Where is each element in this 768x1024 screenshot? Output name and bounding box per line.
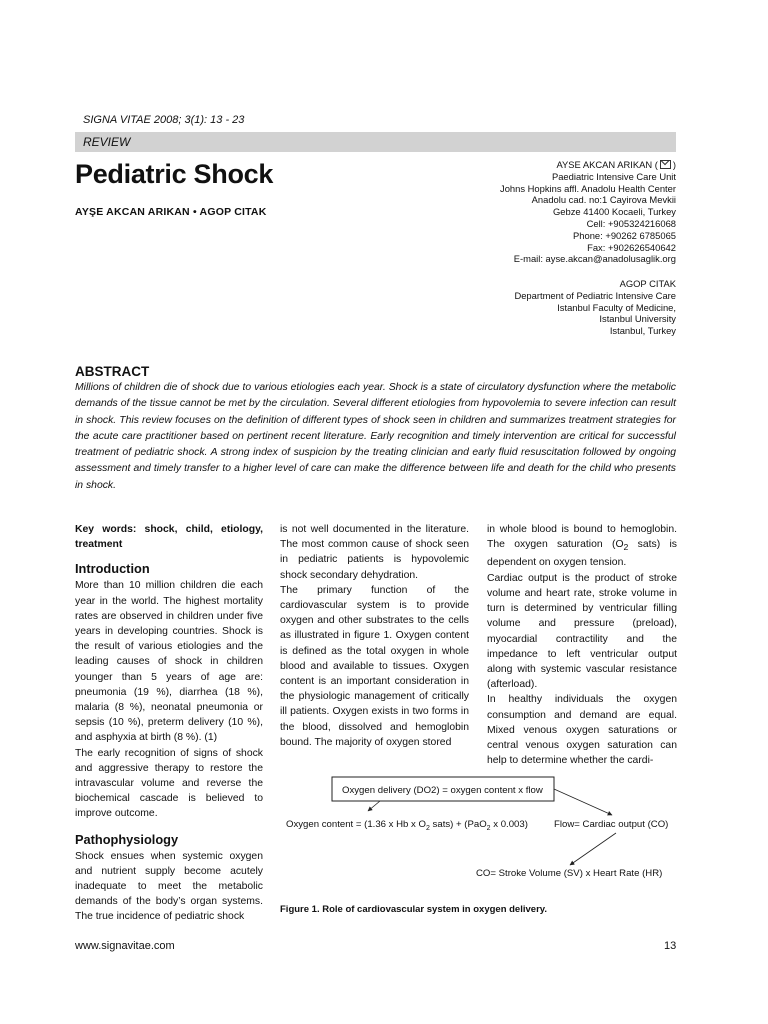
abstract-text: Millions of children die of shock due to various etiologies each year. Shock is a state of circulatory dysfunction where the metabolic demands of the tissue cannot be met by the circulation. Several different etiologies from hypovolemia to severe infection can result in shock. This review focuses on the definition of different types of shock seen in children and summarizes treatment strategies for the acute care practitioner based on pertinent recent literature. Early recognition and timely intervention are critical for successful treatment of pediatric shock. A strong index of suspicion by the treating clinician and early fluid resuscitation followed by ongoing assessment and timely transfer to a higher level of care can make the difference between life and death for the child who presents in shock. (75, 382, 676, 491)
article-title: Pediatric Shock (75, 159, 274, 189)
column-2 (280, 522, 469, 750)
arrow-to-stroke-volume (570, 833, 616, 865)
journal-citation: SIGNA VITAE 2008; 3(1): 13 - 23 (83, 114, 245, 126)
figure-1-diagram (280, 773, 700, 893)
introduction-paragraph: The early recognition of signs of shock and aggressive therapy to restore the intravascular volume and reverse the biochemical cascade is believed to improve outcome. (75, 747, 263, 820)
affiliation-1 (500, 159, 676, 265)
page-number: 13 (664, 940, 677, 952)
affiliation-line: Istanbul University (599, 313, 676, 325)
affiliation-2 (514, 278, 676, 337)
affiliation-line: Paediatric Intensive Care Unit (551, 170, 676, 182)
oxygen-delivery-text: Oxygen delivery (DO2) = oxygen content x flow (342, 785, 543, 796)
envelope-icon (660, 160, 671, 169)
column-1 (75, 522, 263, 925)
affiliation-line: Department of Pediatric Intensive Care (514, 289, 676, 301)
body-paragraph: in whole blood is bound to hemoglobin. The oxygen saturation ($O_2$ sats) is dependent on oxygen tension. (487, 524, 678, 569)
body-paragraph: In healthy individuals the oxygen consumption and demand are equal. Mixed venous oxygen saturations or central venous oxygen saturation can help to determine whether the cardi- (487, 694, 677, 767)
introduction-paragraph: More than 10 million children die each year in the world. The highest mortality rates are observed in children under five years in developing countries. Shock is the result of various etiologies and the leading causes of shock in children younger than 5 years of age are: pneumonia (19 %), diarrhea (18 %), malaria (8 %), neonatal pneumonia or sepsis (10 %), preterm delivery (10 %), and asphyxia at birth (8 %). (1) (75, 580, 263, 744)
arrow-to-flow (554, 789, 612, 815)
column-3 (487, 522, 677, 768)
affiliation-2-name: AGOP CITAK (619, 278, 676, 289)
oxygen-content-formula: Oxygen content = (1.36 x Hb x $O_2$ sats) + (PaO$_2$ x 0.003) (286, 819, 528, 832)
figure-caption: Figure 1. Role of cardiovascular system in oxygen delivery. (280, 904, 547, 915)
affiliation-line: Fax: +902626540642 (587, 241, 676, 253)
affiliation-line: Anadolu cad. no:1 Cayirova Mevkii (531, 194, 676, 206)
cardiac-output-formula: CO= Stroke Volume (SV) x Heart Rate (HR) (476, 868, 663, 879)
affiliation-1-name: AYSE AKCAN ARIKAN ( ) (556, 159, 676, 170)
body-paragraph: The primary function of the cardiovascular system is to provide oxygen and other substrates to the cells as illustrated in figure 1. Oxygen content is defined as the total oxygen in whole blood and available to tissues. Oxygen content is an important consideration in the physiologic management of critically ill patients. Oxygen exists in two forms in the blood, dissolved and hemoglobin bound. The majority of oxygen stored (280, 584, 469, 748)
introduction-heading: Introduction (75, 561, 150, 577)
affiliation-line: Istanbul Faculty of Medicine, (557, 301, 676, 313)
section-label: REVIEW (83, 135, 131, 149)
affiliation-line: Johns Hopkins affl. Anadolu Health Center (500, 182, 676, 194)
affiliation-line: Istanbul, Turkey (609, 325, 676, 337)
keywords: Key words: shock, child, etiology, treatment (75, 524, 263, 551)
body-paragraph: Cardiac output is the product of stroke volume and heart rate, stroke volume in turn is determined by ventricular filling volume and pressure (preload), myocardial contractility and the impedance to left ventricular output along with systemic vascular resistance (afterload). (487, 572, 677, 691)
section-bar (75, 132, 676, 152)
flow-formula: Flow= Cardiac output (CO) (554, 819, 669, 830)
abstract-heading: ABSTRACT (75, 364, 150, 379)
email-link[interactable]: E-mail: ayse.akcan@anadolusaglik.org (513, 253, 676, 265)
body-paragraph: is not well documented in the literature. The most common cause of shock seen in pediatric patients is hypovolemic shock secondary dehydration. (280, 524, 469, 581)
affiliation-line: Cell: +905324216068 (586, 217, 676, 229)
footer-url[interactable]: www.signavitae.com (75, 940, 175, 952)
arrow-to-oxygen-content (368, 801, 380, 811)
affiliation-line: Gebze 41400 Kocaeli, Turkey (553, 206, 676, 218)
pathophysiology-paragraph: Shock ensues when systemic oxygen and nutrient supply become acutely inadequate to meet the metabolic demands of the body’s organ systems. The true incidence of pediatric shock (75, 850, 263, 923)
author-list: AYŞE AKCAN ARIKAN • AGOP CITAK (75, 206, 267, 218)
affiliation-line: Phone: +90262 6785065 (573, 229, 676, 241)
pathophysiology-heading: Pathophysiology (75, 831, 179, 847)
